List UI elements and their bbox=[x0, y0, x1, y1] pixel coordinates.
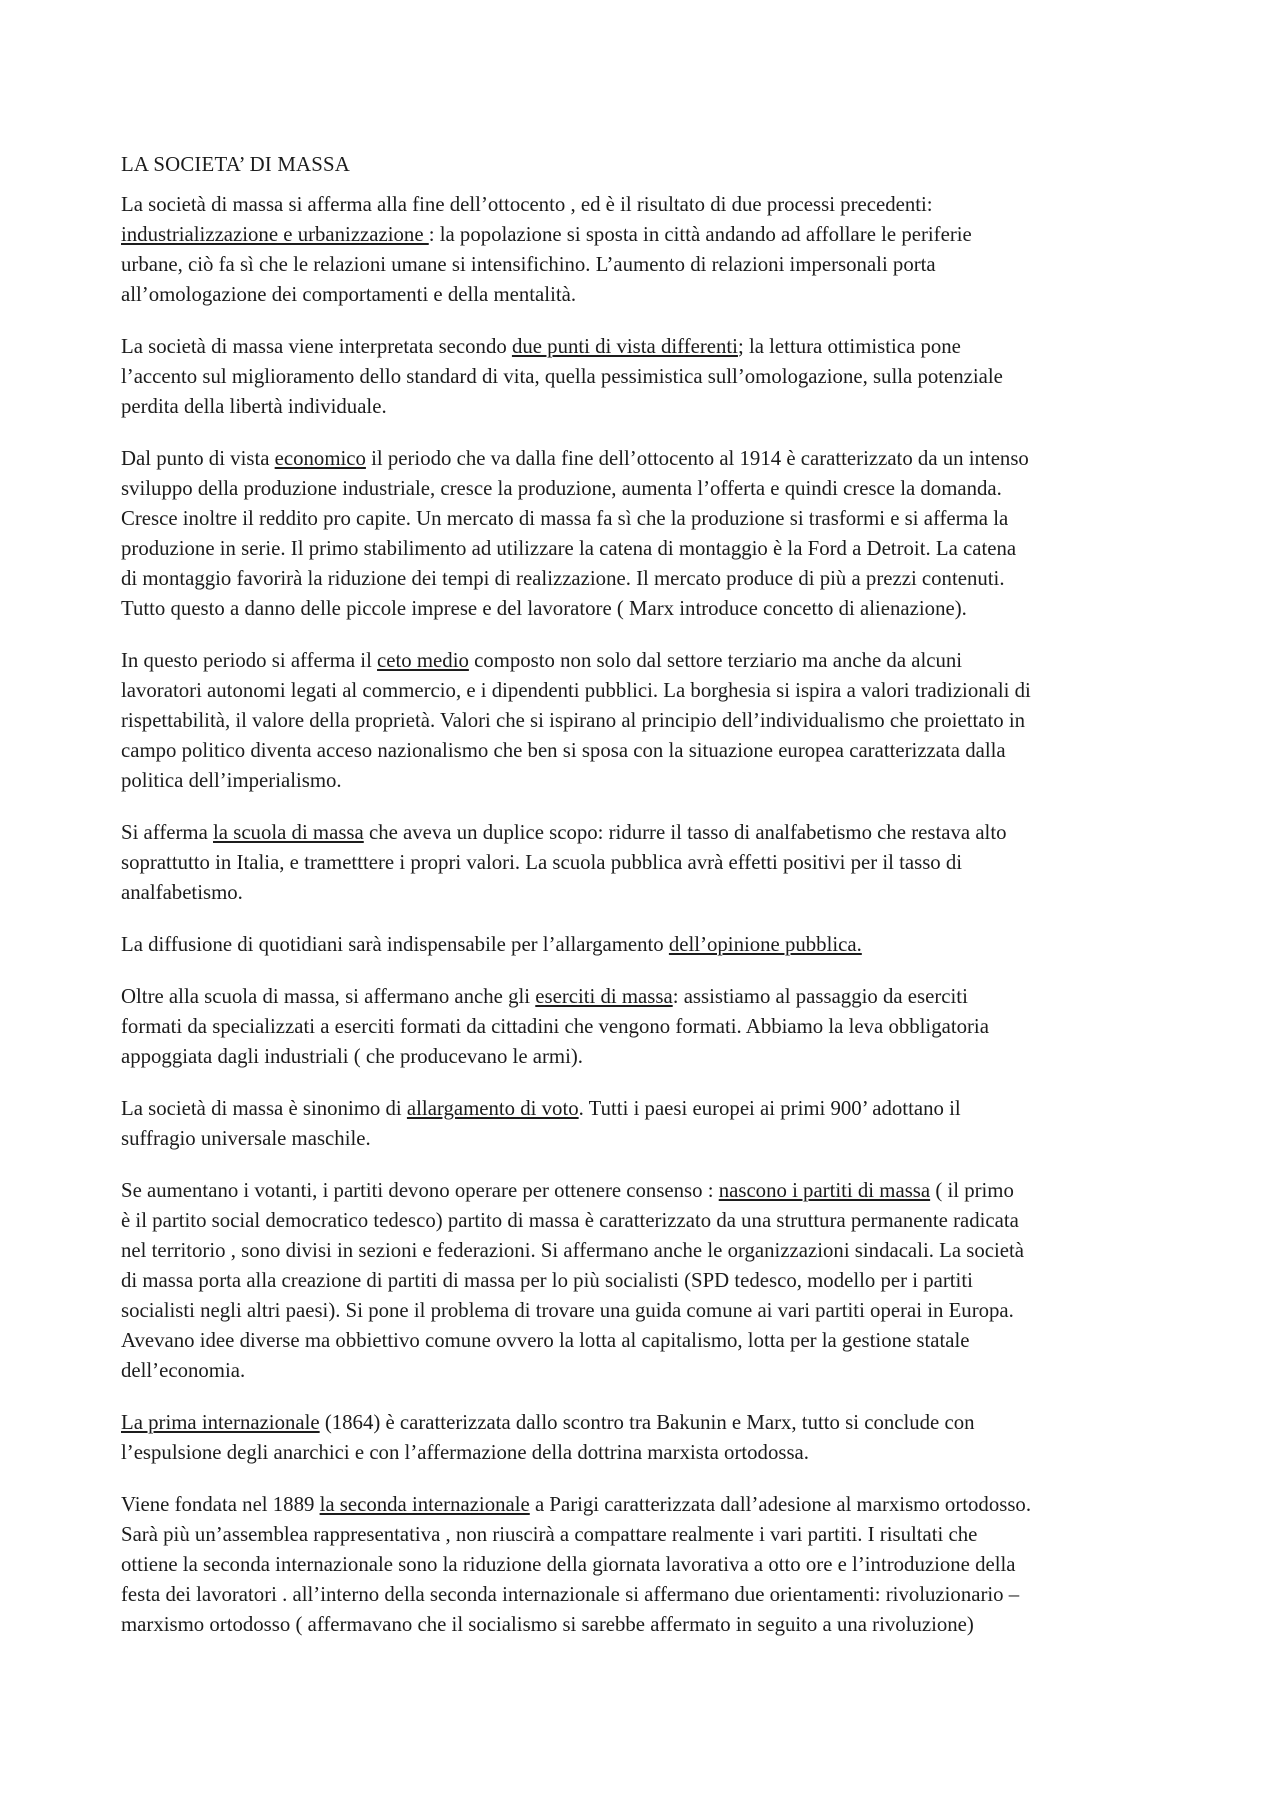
text-run: La società di massa viene interpretata secondo bbox=[121, 335, 512, 358]
underlined-term: economico bbox=[274, 447, 366, 470]
paragraph-7 bbox=[121, 982, 1171, 1072]
paragraph-9 bbox=[121, 1176, 1171, 1386]
underlined-term: dell’opinione pubblica. bbox=[668, 933, 862, 956]
document-page bbox=[121, 150, 1171, 1662]
text-run: (1864) è caratterizzata dallo scontro tra Bakunin e Marx, tutto si conclude con l’espulsione degli anarchici e con l’affermazione della dottrina marxista ortodossa. bbox=[121, 1411, 975, 1464]
document-title: LA SOCIETA’ DI MASSA bbox=[121, 153, 350, 176]
text-run: il periodo che va dalla fine dell’ottocento al 1914 è caratterizzato da un intenso sviluppo della produzione industriale, cresce la produzione, aumenta l’offerta e quindi cresce la domanda. Cresce inoltre il reddito pro capite. Un mercato di massa fa sì che la produzione si trasformi e si afferma la produzione in serie. Il primo stabilimento ad utilizzare la catena di montaggio è la Ford a Detroit. La catena di montaggio favorirà la riduzione dei tempi di realizzazione. Il mercato produce di più a prezzi contenuti. Tutto questo a danno delle piccole imprese e del lavoratore ( Marx introduce concetto di alienazione). bbox=[121, 447, 1029, 620]
text-run: a Parigi caratterizzata dall’adesione al marxismo ortodosso. Sarà più un’assemblea rappresentativa , non riuscirà a compattare realmente i vari partiti. I risultati che ottiene la seconda internazionale sono la riduzione della giornata lavorativa a otto ore e l’introduzione della festa dei lavoratori . all’interno della seconda internazionale si affermano due orientamenti: rivoluzionario – marxismo ortodosso ( affermavano che il socialismo si sarebbe affermato in seguito a una rivoluzione) bbox=[121, 1493, 1032, 1636]
paragraph-6 bbox=[121, 930, 1171, 960]
paragraph-2 bbox=[121, 332, 1171, 422]
text-run: ; la lettura ottimistica pone l’accento sul miglioramento dello standard di vita, quella pessimistica sull’omologazione, sulla potenziale perdita della libertà individuale. bbox=[121, 335, 1003, 418]
underlined-term: industrializzazione e urbanizzazione bbox=[121, 223, 429, 246]
text-run: Se aumentano i votanti, i partiti devono operare per ottenere consenso : bbox=[121, 1179, 719, 1202]
underlined-term: La prima internazionale bbox=[121, 1411, 320, 1434]
text-run: ( il primo è il partito social democratico tedesco) partito di massa è caratterizzato da una struttura permanente radicata nel territorio , sono divisi in sezioni e federazioni. Si affermano anche le organizzazioni sindacali. La società di massa porta alla creazione di partiti di massa per lo più socialisti (SPD tedesco, modello per i partiti socialisti negli altri paesi). Si pone il problema di trovare una guida comune ai vari partiti operai in Europa. Avevano idee diverse ma obbiettivo comune ovvero la lotta al capitalismo, lotta per la gestione statale dell’economia. bbox=[121, 1179, 1024, 1382]
underlined-term: due punti di vista differenti bbox=[511, 335, 738, 358]
text-run: Dal punto di vista bbox=[121, 447, 275, 470]
text-run: . Tutti i paesi europei ai primi 900’ adottano il suffragio universale maschile. bbox=[121, 1097, 961, 1150]
paragraph-11 bbox=[121, 1490, 1171, 1640]
text-run: Viene fondata nel 1889 bbox=[121, 1493, 320, 1516]
text-run: La società di massa si afferma alla fine dell’ottocento , ed è il risultato di due processi precedenti: bbox=[121, 193, 933, 216]
paragraph-4 bbox=[121, 646, 1171, 796]
document-body bbox=[121, 190, 1171, 1640]
underlined-term: la seconda internazionale bbox=[319, 1493, 530, 1516]
underlined-term: ceto medio bbox=[377, 649, 469, 672]
underlined-term: allargamento di voto bbox=[406, 1097, 579, 1120]
paragraph-3 bbox=[121, 444, 1171, 624]
text-run: : assistiamo al passaggio da eserciti formati da specializzati a eserciti formati da cittadini che vengono formati. Abbiamo la leva obbligatoria appoggiata dagli industriali ( che producevano le armi). bbox=[121, 985, 989, 1068]
paragraph-10 bbox=[121, 1408, 1171, 1468]
paragraph-8 bbox=[121, 1094, 1171, 1154]
text-run: In questo periodo si afferma il bbox=[121, 649, 378, 672]
text-run: La società di massa è sinonimo di bbox=[121, 1097, 407, 1120]
paragraph-5 bbox=[121, 818, 1171, 908]
underlined-term: la scuola di massa bbox=[213, 821, 364, 844]
text-run: : la popolazione si sposta in città andando ad affollare le periferie urbane, ciò fa sì che le relazioni umane si intensifichino. L’aumento di relazioni impersonali porta all’omologazione dei comportamenti e della mentalità. bbox=[121, 223, 972, 306]
underlined-term: eserciti di massa bbox=[535, 985, 673, 1008]
paragraph-1 bbox=[121, 190, 1171, 310]
text-run: Oltre alla scuola di massa, si affermano anche gli bbox=[121, 985, 536, 1008]
text-run: La diffusione di quotidiani sarà indispensabile per l’allargamento bbox=[121, 933, 669, 956]
underlined-term: nascono i partiti di massa bbox=[718, 1179, 931, 1202]
text-run: Si afferma bbox=[121, 821, 214, 844]
text-run: composto non solo dal settore terziario ma anche da alcuni lavoratori autonomi legati al commercio, e i dipendenti pubblici. La borghesia si ispira a valori tradizionali di rispettabilità, il valore della proprietà. Valori che si ispirano al principio dell’individualismo che proiettato in campo politico diventa acceso nazionalismo che ben si sposa con la situazione europea caratterizzata dalla politica dell’imperialismo. bbox=[121, 649, 1031, 792]
text-run: che aveva un duplice scopo: ridurre il tasso di analfabetismo che restava alto soprattutto in Italia, e trametttere i propri valori. La scuola pubblica avrà effetti positivi per il tasso di analfabetismo. bbox=[121, 821, 1007, 904]
